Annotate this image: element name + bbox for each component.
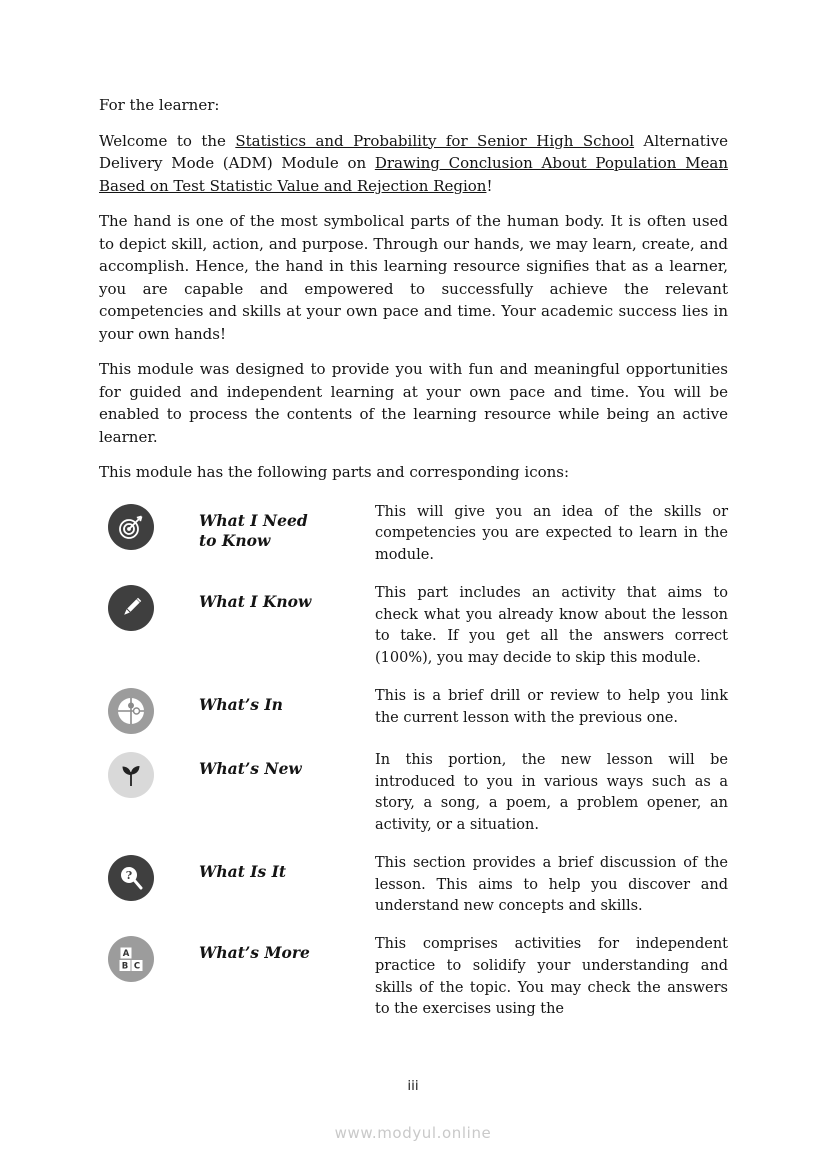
part-label: What I Need to Know — [199, 510, 308, 551]
svg-text:A: A — [122, 949, 130, 960]
welcome-paragraph — [99, 130, 728, 198]
part-label: What Is It — [199, 861, 287, 881]
part-description: This will give you an idea of the skills or competencies you are expected to learn in the module. — [375, 503, 728, 563]
part-row-what-i-need-to-know — [99, 502, 728, 567]
part-label: What’s New — [199, 758, 302, 778]
watermark-text: www.modyul.online — [334, 1124, 492, 1142]
svg-text:?: ? — [125, 868, 133, 882]
part-label: What’s In — [199, 694, 283, 714]
part-row-what-is-it — [99, 853, 728, 918]
magnifier-question-icon — [108, 855, 154, 901]
pencil-icon — [108, 585, 154, 631]
salutation: For the learner: — [99, 96, 220, 114]
module-lesson-title: Drawing Conclusion About Population Mean Based on Test Statistic Value and Rejection Region — [99, 154, 728, 195]
svg-text:B: B — [121, 961, 129, 972]
target-icon — [108, 504, 154, 550]
part-row-what-i-know — [99, 583, 728, 670]
part-description: This section provides a brief discussion of the lesson. This aims to help you discover and understand new concepts and skills. — [375, 854, 728, 915]
svg-text:C: C — [133, 961, 141, 972]
welcome-post: ! — [486, 176, 493, 195]
hand-paragraph: The hand is one of the most symbolical parts of the human body. It is often used to depict skill, action, and purpose. Through our hands, we may learn, create, and accomplish. Hence, the hand in this learning resource signifies that as a learner, you are capable and empowered to successfully achieve the relevant competencies and skills at your own pace and time. Your academic success lies in your own hands! — [99, 212, 728, 343]
part-description: This part includes an activity that aims to check what you already know about the lesson to take. If you get all the answers correct (100%), you may decide to skip this module. — [375, 584, 728, 666]
part-row-whats-in — [99, 686, 728, 734]
part-description: In this portion, the new lesson will be introduced to you in various ways such as a story, a song, a poem, a problem opener, an activity, or a situation. — [375, 751, 728, 833]
part-description: This comprises activities for independent practice to solidify your understanding and skills of the topic. You may check the answers to the exercises using the — [375, 936, 728, 1018]
part-row-whats-more — [99, 934, 728, 1021]
welcome-pre: Welcome to the — [99, 131, 236, 150]
sprout-icon — [108, 752, 154, 798]
part-row-whats-new — [99, 750, 728, 837]
page-number: iii — [407, 1078, 419, 1094]
module-parts-list — [99, 502, 728, 1022]
welcome-mid: Alternative Delivery Mode (ADM) Module on — [99, 131, 728, 172]
module-subject-title: Statistics and Probability for Senior High School — [235, 131, 635, 150]
part-label: What’s More — [199, 943, 310, 962]
page-content — [99, 94, 728, 1021]
abc-blocks-icon — [108, 936, 154, 982]
part-description: This is a brief drill or review to help you link the current lesson with the previous one. — [375, 687, 728, 726]
module-design-paragraph: This module was designed to provide you with fun and meaningful opportunities for guided and independent learning at your own pace and time. You will be enabled to process the contents of the learning resource while being an active learner. — [99, 360, 728, 446]
puzzle-icon — [108, 688, 154, 734]
parts-intro: This module has the following parts and corresponding icons: — [99, 463, 570, 481]
part-label: What I Know — [199, 591, 312, 611]
